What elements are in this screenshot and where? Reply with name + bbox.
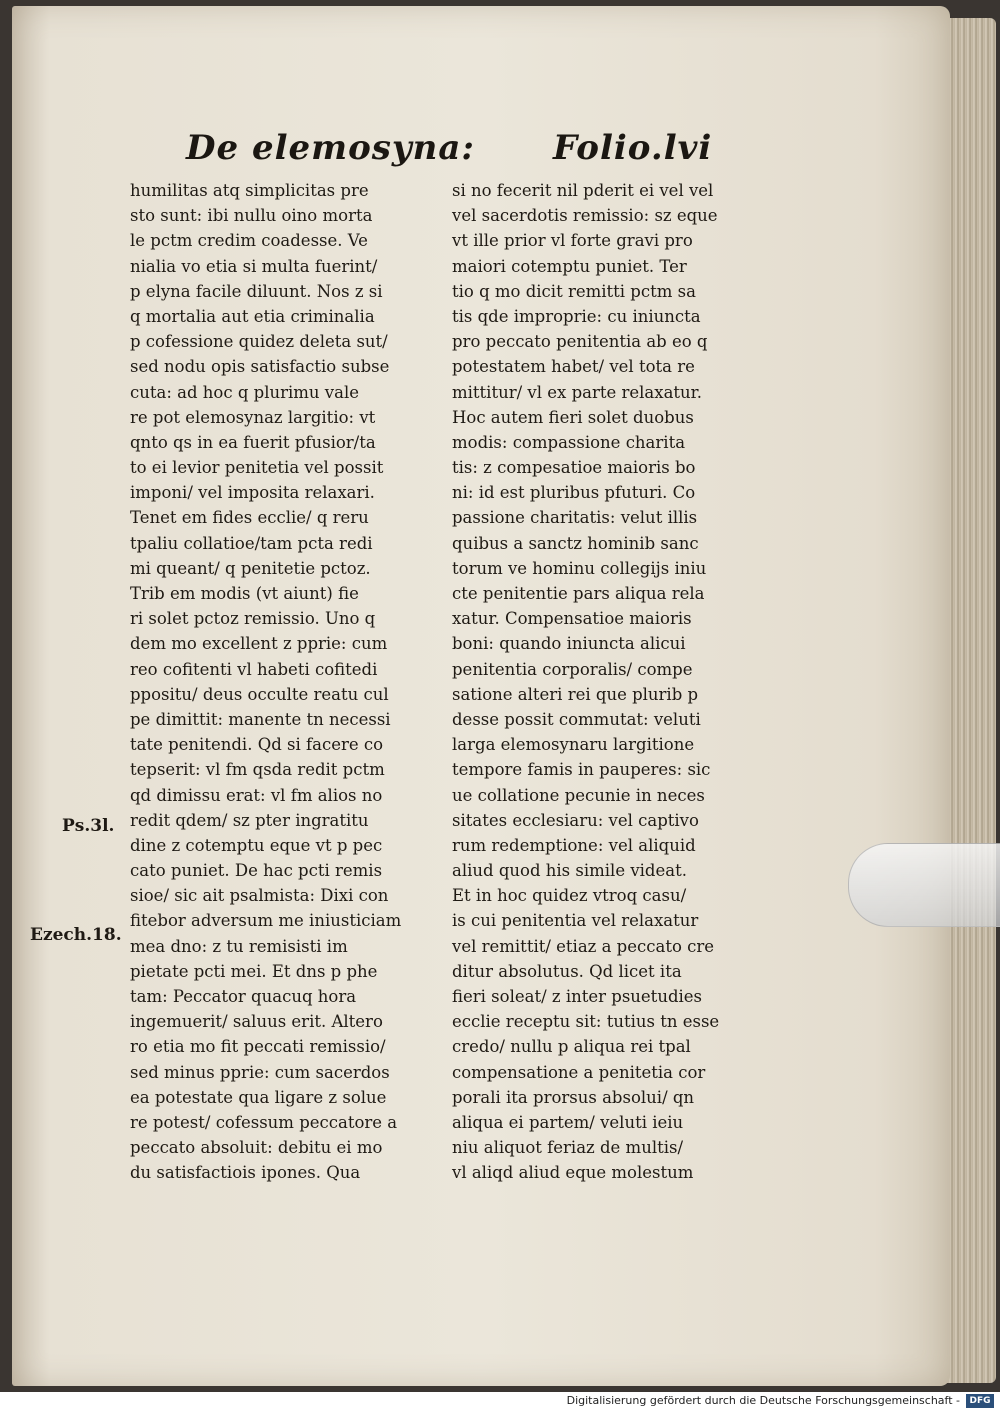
text-line: satione alteri rei que plurib p — [452, 684, 699, 704]
text-line: desse possit commutat: veluti — [452, 709, 701, 729]
text-line: re pot elemosynaz largitio: vt — [130, 407, 376, 427]
text-line: humilitas atq simplicitas pre — [130, 181, 369, 200]
dfg-logo: DFG — [966, 1394, 994, 1408]
text-line: is cui penitentia vel relaxatur — [452, 911, 699, 931]
text-line: mea dno: z tu remisisti im — [130, 936, 348, 956]
text-line: cato puniet. De hac pcti remis — [130, 861, 383, 881]
text-line: tepserit: vl fm qsda redit pctm — [130, 760, 385, 780]
text-line: ue collatione pecunie in neces — [452, 785, 705, 805]
text-line: credo/ nullu p aliqua rei tpal — [452, 1037, 691, 1057]
text-line: pe dimittit: manente tn necessi — [130, 709, 391, 729]
text-line: modis: compassione charita — [452, 432, 686, 452]
text-line: tio q mo dicit remitti pctm sa — [452, 281, 696, 301]
text-line: ro etia mo fit peccati remissio/ — [130, 1037, 386, 1057]
text-line: torum ve hominu collegijs iniu — [452, 558, 707, 578]
text-line: to ei levior penitetia vel possit — [130, 458, 384, 478]
text-line: tis qde improprie: cu iniuncta — [452, 306, 701, 326]
text-line: passione charitatis: velut illis — [452, 508, 698, 528]
text-line: pietate pcti mei. Et dns p phe — [130, 961, 378, 981]
text-line: ditur absolutus. Qd licet ita — [452, 961, 682, 981]
text-line: boni: quando iniuncta alicui — [452, 634, 686, 654]
text-line: fieri soleat/ z inter psuetudies — [452, 987, 703, 1006]
text-line: maiori cotemptu puniet. Ter — [452, 256, 687, 276]
margin-note-psalm: Ps.3l. — [62, 816, 115, 836]
text-column-left — [130, 178, 430, 1186]
text-line: nialia vo etia si multa fuerint/ — [130, 256, 378, 276]
text-line: sitates ecclesiaru: vel captivo — [452, 810, 699, 830]
text-line: porali ita prorsus absolui/ qn — [452, 1087, 695, 1107]
text-line: vt ille prior vl forte gravi pro — [452, 231, 693, 251]
page-clip — [848, 843, 1000, 927]
text-line: si no fecerit nil pderit ei vel vel — [452, 181, 714, 200]
text-line: redit qdem/ sz pter ingratitu — [130, 810, 369, 830]
text-line: mi queant/ q penitetie pctoz. — [130, 558, 371, 578]
text-line: aliud quod his simile videat. — [452, 861, 687, 881]
text-line: q mortalia aut etia criminalia — [130, 306, 375, 326]
text-line: quibus a sanctz hominib sanc — [452, 533, 699, 553]
text-line: ri solet pctoz remissio. Uno q — [130, 609, 376, 629]
text-line: mittitur/ vl ex parte relaxatur. — [452, 382, 702, 402]
text-line: sed minus pprie: cum sacerdos — [130, 1062, 390, 1082]
text-line: compensatione a penitetia cor — [452, 1062, 706, 1082]
text-line: ingemuerit/ saluus erit. Altero — [130, 1012, 383, 1032]
text-line: reo cofitenti vl habeti cofitedi — [130, 659, 378, 679]
folio-number: Folio.lvi — [553, 128, 713, 168]
text-line: tpaliu collatioe/tam pcta redi — [130, 533, 373, 553]
running-head-title: De elemosyna: — [186, 128, 475, 168]
text-line: niu aliquot feriaz de multis/ — [452, 1138, 684, 1158]
text-line: Tenet em fides ecclie/ q reru — [130, 508, 369, 528]
text-line: sto sunt: ibi nullu oino morta — [130, 206, 373, 226]
text-line: peccato absoluit: debitu ei mo — [130, 1138, 383, 1158]
text-line: ecclie receptu sit: tutius tn esse — [452, 1012, 720, 1032]
text-line: vl aliqd aliud eque molestum — [452, 1163, 694, 1183]
text-line: tate penitendi. Qd si facere co — [130, 735, 384, 755]
text-line: sioe/ sic ait psalmista: Dixi con — [130, 886, 389, 906]
text-line: cte penitentie pars aliqua rela — [452, 584, 705, 603]
text-line: Et in hoc quidez vtroq casu/ — [452, 886, 687, 906]
text-line: vel sacerdotis remissio: sz eque — [452, 206, 718, 226]
text-line: imponi/ vel imposita relaxari. — [130, 483, 375, 503]
footer-bar — [0, 1392, 1000, 1411]
text-line: cuta: ad hoc q plurimu vale — [130, 382, 359, 402]
text-line: p elyna facile diluunt. Nos z si — [130, 281, 383, 301]
text-line: Hoc autem fieri solet duobus — [452, 407, 694, 427]
text-line: penitentia corporalis/ compe — [452, 659, 693, 679]
text-line: pro peccato penitentia ab eo q — [452, 332, 708, 352]
text-line: tam: Peccator quacuq hora — [130, 987, 357, 1006]
text-line: sed nodu opis satisfactio subse — [130, 357, 390, 377]
text-line: qd dimissu erat: vl fm alios no — [130, 785, 383, 805]
text-line: Trib em modis (vt aiunt) fie — [130, 584, 359, 603]
text-line: fitebor adversum me iniusticiam — [130, 911, 402, 931]
text-column-right — [452, 178, 752, 1186]
text-line: le pctm credim coadesse. Ve — [130, 231, 368, 251]
text-line: p cofessione quidez deleta sut/ — [130, 332, 388, 352]
text-line: vel remittit/ etiaz a peccato cre — [452, 936, 715, 956]
text-line: du satisfactiois ipones. Qua — [130, 1163, 361, 1183]
text-line: ni: id est pluribus pfuturi. Co — [452, 483, 696, 503]
text-line: tempore famis in pauperes: sic — [452, 760, 711, 780]
text-line: aliqua ei partem/ veluti ieiu — [452, 1112, 684, 1132]
text-line: larga elemosynaru largitione — [452, 735, 695, 755]
text-line: re potest/ cofessum peccatore a — [130, 1112, 398, 1132]
text-line: tis: z compesatioe maioris bo — [452, 458, 696, 478]
text-line: rum redemptione: vel aliquid — [452, 835, 696, 855]
text-line: ppositu/ deus occulte reatu cul — [130, 684, 389, 704]
text-line: qnto qs in ea fuerit pfusior/ta — [130, 432, 376, 452]
text-line: ea potestate qua ligare z solue — [130, 1087, 387, 1107]
text-line: dine z cotemptu eque vt p pec — [130, 835, 383, 855]
text-line: xatur. Compensatioe maioris — [452, 609, 692, 629]
text-line: potestatem habet/ vel tota re — [452, 357, 695, 377]
funding-credit: Digitalisierung gefördert durch die Deutsche Forschungsgemeinschaft - — [566, 1394, 960, 1407]
text-line: dem mo excellent z pprie: cum — [130, 634, 388, 654]
margin-note-ezechiel: Ezech.18. — [30, 925, 122, 945]
